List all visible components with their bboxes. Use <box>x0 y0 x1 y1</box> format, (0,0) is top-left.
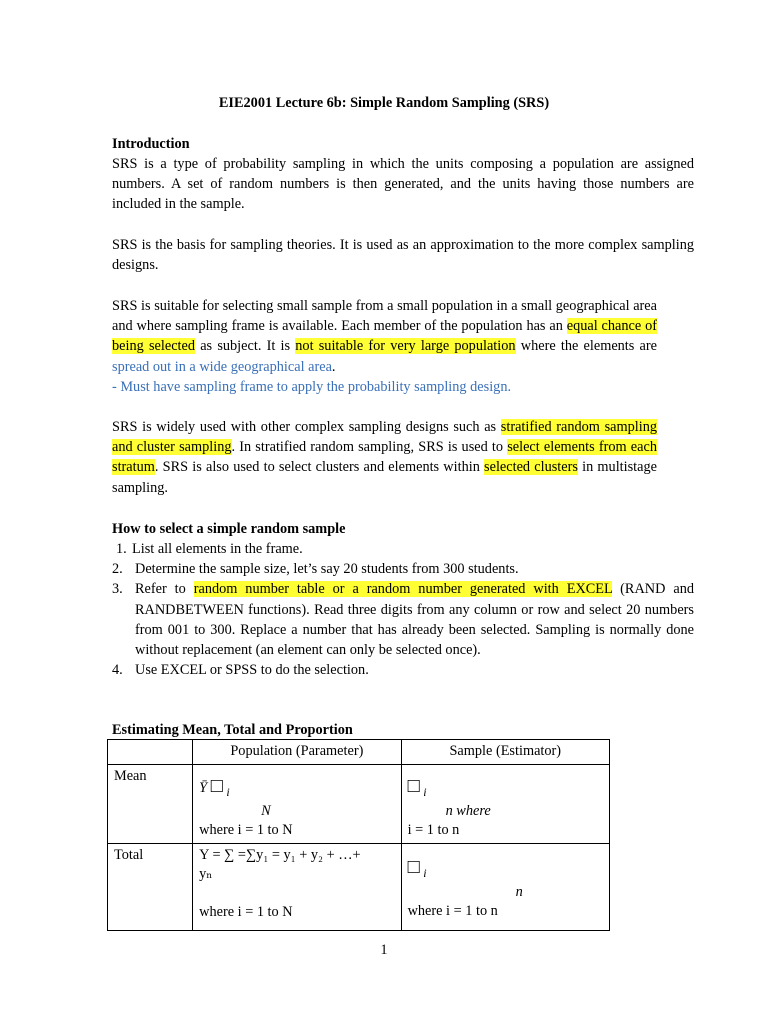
highlight-selected-clusters: selected clusters <box>484 459 578 476</box>
list-item: 3. Refer to random number table or a random number generated with EXCEL (RAND and RANDBETWEEN functions). Read three digits from any column or row and select 20 numbers from 001 to 300. Replace a number that has already been selected. Sampling is normally done without replacement (an element can only be selected once). <box>112 581 695 659</box>
selection-steps-list <box>112 539 694 680</box>
intro-paragraph-2: SRS is the basis for sampling theories. It is used as an approximation to the more complex sampling designs. <box>112 237 694 274</box>
list-item: 1. List all elements in the frame. <box>116 541 303 557</box>
population-mean-formula: Ȳ □ $_i$ N where i = 1 to N <box>193 765 401 844</box>
highlight-select-elements: select elements from each stratum <box>112 439 657 476</box>
highlight-stratified-cluster: stratified random sampling and cluster sampling <box>112 419 658 456</box>
table-row <box>108 765 610 844</box>
sample-total-formula: □ $_i$ n where i = 1 to n <box>401 844 609 931</box>
summation-icon: □ <box>210 775 223 797</box>
row-label-total: Total <box>108 844 193 931</box>
highlight-equal-chance: equal chance of being selected <box>112 318 657 355</box>
column-header-population: Population (Parameter) <box>193 740 401 765</box>
introduction-heading: Introduction <box>112 136 190 152</box>
note-sampling-frame: - Must have sampling frame to apply the probability sampling design. <box>112 378 512 395</box>
summation-icon: □ <box>407 856 420 878</box>
estimator-table <box>107 739 610 931</box>
estimating-heading: Estimating Mean, Total and Proportion <box>112 722 353 738</box>
table-row <box>108 740 610 765</box>
highlight-not-suitable: not suitable for very large population <box>295 338 516 355</box>
intro-paragraph-3: SRS is suitable for selecting small sample from a small population in a small geographical area and where sampling frame is available. Each member of the population has an equal chance of being selected as subject. It is not suitable for very large population where the elements are spread out in a wide geographical area. - Must have sampling frame to apply the probability sampling design. <box>112 298 657 395</box>
table-cell <box>108 740 193 765</box>
sample-mean-formula: □ $_i$ n where i = 1 to n <box>401 765 609 844</box>
list-item: 2. Determine the sample size, let’s say 20 students from 300 students. <box>112 561 519 578</box>
table-row <box>108 844 610 931</box>
population-total-formula: Y = ∑ =∑y₁ = y₁ + y₂ + …+ yₙ where i = 1 to N <box>193 844 401 931</box>
intro-paragraph-1: SRS is a type of probability sampling in which the units composing a population are assigned numbers. A set of random numbers is then generated, and the units having those numbers are included in the sample. <box>112 156 694 213</box>
document-title: EIE2001 Lecture 6b: Simple Random Sampling (SRS) <box>218 95 550 111</box>
note-wide-area: spread out in a wide geographical area <box>112 358 332 375</box>
intro-paragraph-4: SRS is widely used with other complex sampling designs such as stratified random sampling and cluster sampling. In stratified random sampling, SRS is used to select elements from each stratum. SRS is also used to select clusters and elements within selected clusters in multistage sampling. <box>112 419 658 496</box>
page-number: 1 <box>380 942 388 958</box>
highlight-random-number-table: random number table or a random number generated with EXCEL <box>193 581 613 598</box>
column-header-sample: Sample (Estimator) <box>401 740 609 765</box>
list-item: 4. Use EXCEL or SPSS to do the selection. <box>112 662 369 679</box>
row-label-mean: Mean <box>108 765 193 844</box>
how-to-select-heading: How to select a simple random sample <box>112 521 346 537</box>
summation-icon: □ <box>407 775 420 797</box>
